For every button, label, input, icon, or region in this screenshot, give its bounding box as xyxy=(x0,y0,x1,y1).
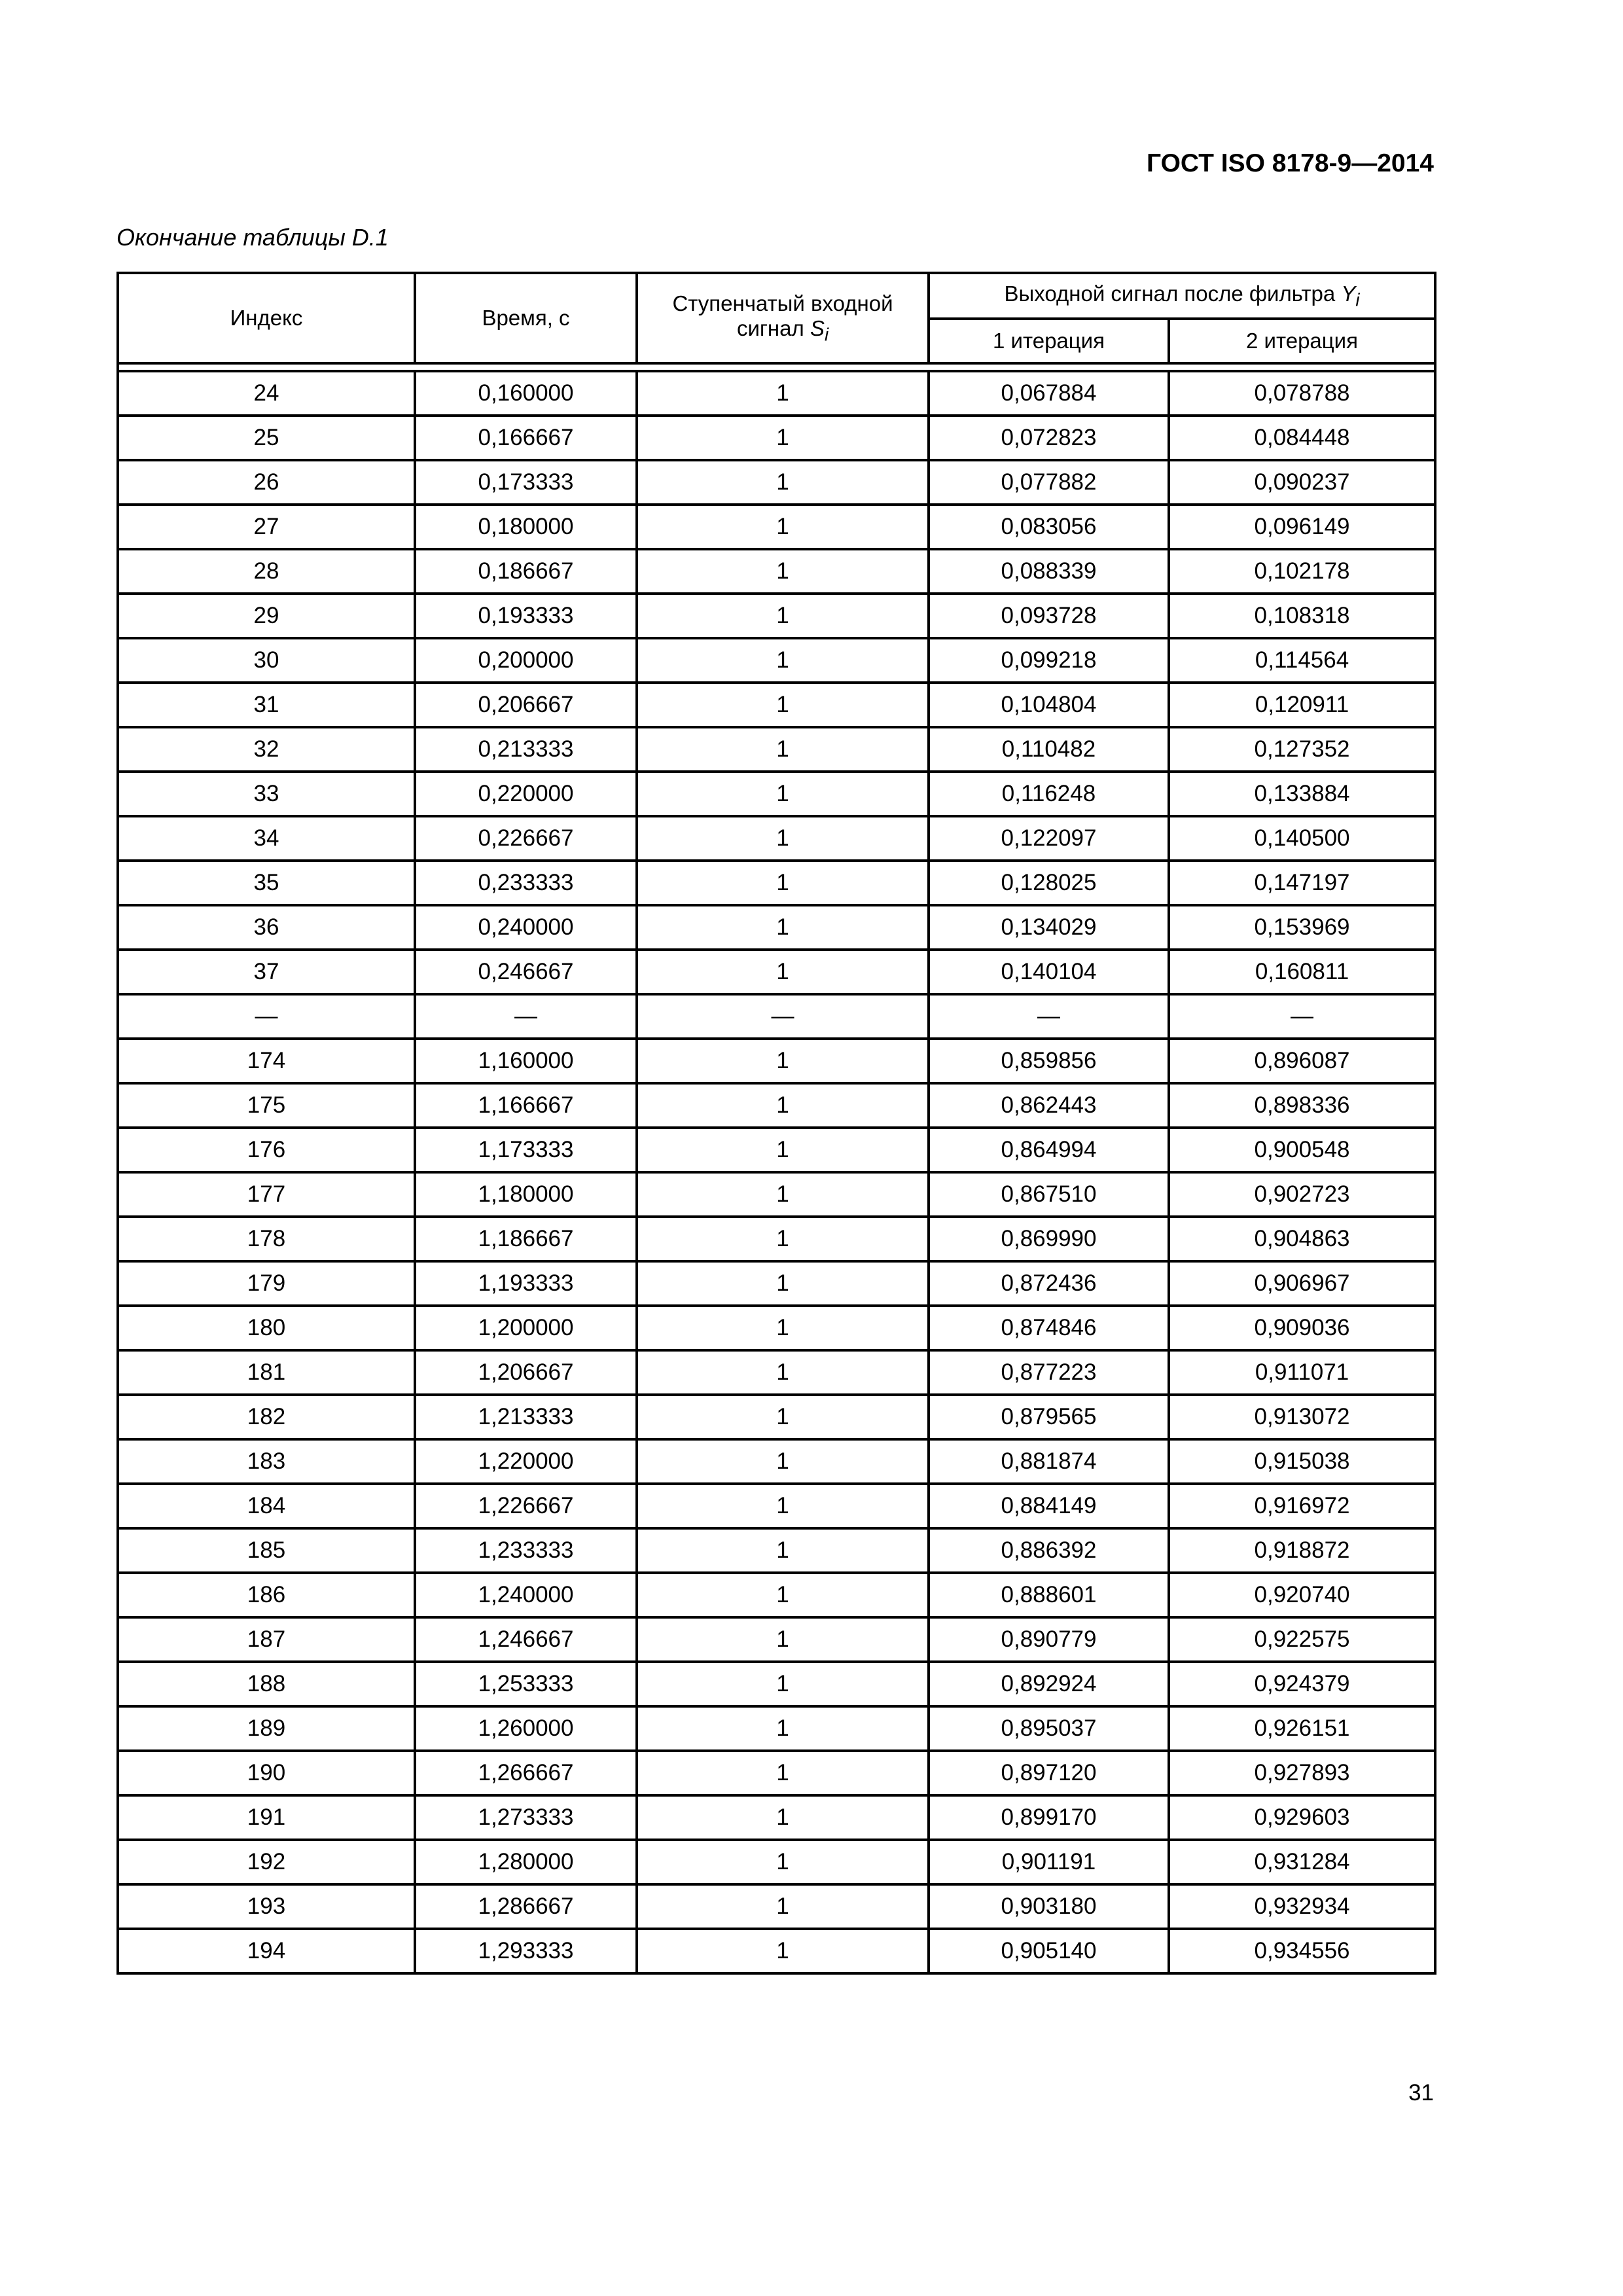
step-input-cell: 1 xyxy=(637,1083,929,1128)
iteration-2-cell: 0,147197 xyxy=(1169,861,1435,905)
table-row xyxy=(118,1573,1435,1617)
table-row xyxy=(118,371,1435,416)
table-row xyxy=(118,905,1435,950)
iteration-2-cell: 0,915038 xyxy=(1169,1439,1435,1484)
index-cell: 31 xyxy=(118,683,415,727)
step-input-cell: 1 xyxy=(637,1884,929,1929)
table-row xyxy=(118,594,1435,638)
time-cell: 0,186667 xyxy=(415,549,637,594)
iteration-1-cell: 0,879565 xyxy=(929,1395,1169,1439)
header-step-input-subscript: i xyxy=(824,324,829,345)
iteration-2-cell: 0,934556 xyxy=(1169,1929,1435,1973)
time-cell: 1,160000 xyxy=(415,1039,637,1083)
time-cell: 1,226667 xyxy=(415,1484,637,1528)
iteration-1-cell: 0,905140 xyxy=(929,1929,1169,1973)
iteration-1-cell: 0,859856 xyxy=(929,1039,1169,1083)
table-row xyxy=(118,1840,1435,1884)
time-cell: 1,180000 xyxy=(415,1172,637,1217)
time-cell: 0,233333 xyxy=(415,861,637,905)
header-iteration-1: 1 итерация xyxy=(929,319,1169,363)
document-code: ГОСТ ISO 8178-9—2014 xyxy=(1147,149,1434,177)
iteration-2-cell: 0,127352 xyxy=(1169,727,1435,772)
time-cell: 1,253333 xyxy=(415,1662,637,1706)
table-row xyxy=(118,1039,1435,1083)
step-input-cell: 1 xyxy=(637,1306,929,1350)
table-row xyxy=(118,1706,1435,1751)
step-input-cell: 1 xyxy=(637,861,929,905)
header-output-symbol: Y xyxy=(1341,281,1356,306)
table-row xyxy=(118,772,1435,816)
index-cell: 187 xyxy=(118,1617,415,1662)
iteration-1-cell: 0,083056 xyxy=(929,505,1169,549)
iteration-2-cell: 0,922575 xyxy=(1169,1617,1435,1662)
time-cell: 0,220000 xyxy=(415,772,637,816)
time-cell: 0,206667 xyxy=(415,683,637,727)
step-input-cell: 1 xyxy=(637,1795,929,1840)
table-row xyxy=(118,1528,1435,1573)
iteration-2-cell: 0,920740 xyxy=(1169,1573,1435,1617)
index-cell: 193 xyxy=(118,1884,415,1929)
index-cell: 175 xyxy=(118,1083,415,1128)
index-cell: 190 xyxy=(118,1751,415,1795)
step-input-cell: 1 xyxy=(637,371,929,416)
step-input-cell: 1 xyxy=(637,1484,929,1528)
iteration-1-cell: 0,862443 xyxy=(929,1083,1169,1128)
time-cell: 0,213333 xyxy=(415,727,637,772)
iteration-2-cell: 0,911071 xyxy=(1169,1350,1435,1395)
step-input-cell: 1 xyxy=(637,638,929,683)
iteration-1-cell: 0,877223 xyxy=(929,1350,1169,1395)
time-cell: 0,200000 xyxy=(415,638,637,683)
iteration-1-cell: 0,890779 xyxy=(929,1617,1169,1662)
table-row xyxy=(118,1795,1435,1840)
iteration-2-cell: 0,932934 xyxy=(1169,1884,1435,1929)
header-index: Индекс xyxy=(118,273,415,363)
step-input-cell: 1 xyxy=(637,1439,929,1484)
iteration-2-cell: 0,096149 xyxy=(1169,505,1435,549)
index-cell: 181 xyxy=(118,1350,415,1395)
step-input-cell: 1 xyxy=(637,1840,929,1884)
index-cell: 174 xyxy=(118,1039,415,1083)
iteration-1-cell: 0,888601 xyxy=(929,1573,1169,1617)
table-body xyxy=(118,371,1435,1973)
time-cell: 1,193333 xyxy=(415,1261,637,1306)
iteration-1-cell: 0,901191 xyxy=(929,1840,1169,1884)
table-row xyxy=(118,1662,1435,1706)
index-cell: 177 xyxy=(118,1172,415,1217)
step-input-cell: 1 xyxy=(637,727,929,772)
step-input-cell: 1 xyxy=(637,460,929,505)
index-cell: 34 xyxy=(118,816,415,861)
table-row xyxy=(118,1395,1435,1439)
index-cell: 24 xyxy=(118,371,415,416)
iteration-1-cell: 0,093728 xyxy=(929,594,1169,638)
iteration-1-cell: 0,899170 xyxy=(929,1795,1169,1840)
iteration-2-cell: 0,906967 xyxy=(1169,1261,1435,1306)
iteration-2-cell: — xyxy=(1169,994,1435,1039)
time-cell: 1,186667 xyxy=(415,1217,637,1261)
time-cell: 0,173333 xyxy=(415,460,637,505)
iteration-2-cell: 0,090237 xyxy=(1169,460,1435,505)
time-cell: 1,220000 xyxy=(415,1439,637,1484)
iteration-1-cell: — xyxy=(929,994,1169,1039)
table-row xyxy=(118,1350,1435,1395)
iteration-2-cell: 0,120911 xyxy=(1169,683,1435,727)
step-input-cell: 1 xyxy=(637,905,929,950)
iteration-1-cell: 0,864994 xyxy=(929,1128,1169,1172)
time-cell: 1,273333 xyxy=(415,1795,637,1840)
table-row xyxy=(118,460,1435,505)
step-input-cell: 1 xyxy=(637,416,929,460)
table-row xyxy=(118,861,1435,905)
iteration-2-cell: 0,918872 xyxy=(1169,1528,1435,1573)
iteration-1-cell: 0,897120 xyxy=(929,1751,1169,1795)
iteration-2-cell: 0,084448 xyxy=(1169,416,1435,460)
header-time: Время, с xyxy=(415,273,637,363)
time-cell: 0,180000 xyxy=(415,505,637,549)
index-cell: 33 xyxy=(118,772,415,816)
iteration-1-cell: 0,067884 xyxy=(929,371,1169,416)
index-cell: 179 xyxy=(118,1261,415,1306)
step-input-cell: 1 xyxy=(637,772,929,816)
step-input-cell: 1 xyxy=(637,1261,929,1306)
step-input-cell: 1 xyxy=(637,1573,929,1617)
header-step-input-symbol: S xyxy=(810,315,825,340)
iteration-1-cell: 0,104804 xyxy=(929,683,1169,727)
table-row xyxy=(118,816,1435,861)
iteration-1-cell: 0,099218 xyxy=(929,638,1169,683)
iteration-2-cell: 0,078788 xyxy=(1169,371,1435,416)
index-cell: 36 xyxy=(118,905,415,950)
step-input-cell: 1 xyxy=(637,1039,929,1083)
data-table xyxy=(116,272,1436,1975)
index-cell: 28 xyxy=(118,549,415,594)
iteration-2-cell: 0,114564 xyxy=(1169,638,1435,683)
iteration-2-cell: 0,926151 xyxy=(1169,1706,1435,1751)
table-row xyxy=(118,1083,1435,1128)
table-caption: Окончание таблицы D.1 xyxy=(116,224,389,251)
time-cell: 0,226667 xyxy=(415,816,637,861)
iteration-1-cell: 0,874846 xyxy=(929,1306,1169,1350)
step-input-cell: 1 xyxy=(637,816,929,861)
step-input-cell: 1 xyxy=(637,1751,929,1795)
iteration-1-cell: 0,072823 xyxy=(929,416,1169,460)
iteration-2-cell: 0,913072 xyxy=(1169,1395,1435,1439)
iteration-2-cell: 0,102178 xyxy=(1169,549,1435,594)
index-cell: 183 xyxy=(118,1439,415,1484)
iteration-1-cell: 0,884149 xyxy=(929,1484,1169,1528)
page-number: 31 xyxy=(1408,2080,1434,2106)
step-input-cell: 1 xyxy=(637,1528,929,1573)
iteration-2-cell: 0,160811 xyxy=(1169,950,1435,994)
table-row xyxy=(118,1128,1435,1172)
index-cell: 178 xyxy=(118,1217,415,1261)
table-row xyxy=(118,1484,1435,1528)
table-row xyxy=(118,1884,1435,1929)
table-row xyxy=(118,416,1435,460)
table-row xyxy=(118,638,1435,683)
step-input-cell: 1 xyxy=(637,950,929,994)
index-cell: 192 xyxy=(118,1840,415,1884)
step-input-cell: 1 xyxy=(637,1128,929,1172)
iteration-1-cell: 0,872436 xyxy=(929,1261,1169,1306)
time-cell: 1,200000 xyxy=(415,1306,637,1350)
iteration-1-cell: 0,110482 xyxy=(929,727,1169,772)
table-row xyxy=(118,683,1435,727)
time-cell: 1,286667 xyxy=(415,1884,637,1929)
time-cell: 1,213333 xyxy=(415,1395,637,1439)
index-cell: 184 xyxy=(118,1484,415,1528)
step-input-cell: 1 xyxy=(637,549,929,594)
iteration-2-cell: 0,931284 xyxy=(1169,1840,1435,1884)
time-cell: 1,166667 xyxy=(415,1083,637,1128)
table-row xyxy=(118,549,1435,594)
iteration-1-cell: 0,122097 xyxy=(929,816,1169,861)
header-step-input xyxy=(637,273,929,363)
index-cell: 188 xyxy=(118,1662,415,1706)
step-input-cell: 1 xyxy=(637,1172,929,1217)
index-cell: 185 xyxy=(118,1528,415,1573)
time-cell: 1,246667 xyxy=(415,1617,637,1662)
header-output-subscript: i xyxy=(1355,289,1360,310)
iteration-1-cell: 0,867510 xyxy=(929,1172,1169,1217)
step-input-cell: — xyxy=(637,994,929,1039)
table-row xyxy=(118,505,1435,549)
index-cell: 35 xyxy=(118,861,415,905)
table-row xyxy=(118,727,1435,772)
time-cell: 1,173333 xyxy=(415,1128,637,1172)
time-cell: 0,240000 xyxy=(415,905,637,950)
time-cell: — xyxy=(415,994,637,1039)
table-row xyxy=(118,1261,1435,1306)
time-cell: 1,233333 xyxy=(415,1528,637,1573)
time-cell: 0,160000 xyxy=(415,371,637,416)
step-input-cell: 1 xyxy=(637,683,929,727)
step-input-cell: 1 xyxy=(637,1929,929,1973)
iteration-1-cell: 0,895037 xyxy=(929,1706,1169,1751)
index-cell: 191 xyxy=(118,1795,415,1840)
iteration-1-cell: 0,088339 xyxy=(929,549,1169,594)
index-cell: 186 xyxy=(118,1573,415,1617)
iteration-2-cell: 0,896087 xyxy=(1169,1039,1435,1083)
iteration-2-cell: 0,153969 xyxy=(1169,905,1435,950)
iteration-1-cell: 0,140104 xyxy=(929,950,1169,994)
iteration-1-cell: 0,886392 xyxy=(929,1528,1169,1573)
iteration-2-cell: 0,898336 xyxy=(1169,1083,1435,1128)
iteration-2-cell: 0,924379 xyxy=(1169,1662,1435,1706)
index-cell: 27 xyxy=(118,505,415,549)
index-cell: 29 xyxy=(118,594,415,638)
iteration-2-cell: 0,927893 xyxy=(1169,1751,1435,1795)
table-row xyxy=(118,1617,1435,1662)
iteration-2-cell: 0,900548 xyxy=(1169,1128,1435,1172)
index-cell: 30 xyxy=(118,638,415,683)
time-cell: 1,260000 xyxy=(415,1706,637,1751)
time-cell: 0,246667 xyxy=(415,950,637,994)
step-input-cell: 1 xyxy=(637,1217,929,1261)
index-cell: 176 xyxy=(118,1128,415,1172)
table-row xyxy=(118,1172,1435,1217)
index-cell: 180 xyxy=(118,1306,415,1350)
time-cell: 0,166667 xyxy=(415,416,637,460)
index-cell: 25 xyxy=(118,416,415,460)
table-row xyxy=(118,1751,1435,1795)
header-output-signal xyxy=(929,273,1435,319)
iteration-2-cell: 0,108318 xyxy=(1169,594,1435,638)
table-row xyxy=(118,950,1435,994)
index-cell: 26 xyxy=(118,460,415,505)
iteration-2-cell: 0,140500 xyxy=(1169,816,1435,861)
header-iteration-2: 2 итерация xyxy=(1169,319,1435,363)
iteration-1-cell: 0,869990 xyxy=(929,1217,1169,1261)
time-cell: 0,193333 xyxy=(415,594,637,638)
iteration-2-cell: 0,902723 xyxy=(1169,1172,1435,1217)
iteration-1-cell: 0,116248 xyxy=(929,772,1169,816)
time-cell: 1,206667 xyxy=(415,1350,637,1395)
step-input-cell: 1 xyxy=(637,594,929,638)
iteration-1-cell: 0,903180 xyxy=(929,1884,1169,1929)
step-input-cell: 1 xyxy=(637,1617,929,1662)
iteration-2-cell: 0,916972 xyxy=(1169,1484,1435,1528)
iteration-1-cell: 0,892924 xyxy=(929,1662,1169,1706)
time-cell: 1,280000 xyxy=(415,1840,637,1884)
iteration-1-cell: 0,128025 xyxy=(929,861,1169,905)
iteration-1-cell: 0,134029 xyxy=(929,905,1169,950)
header-step-input-text: Ступенчатый входной сигнал xyxy=(672,291,893,340)
header-output-text: Выходной сигнал после фильтра xyxy=(1004,281,1342,306)
index-cell: — xyxy=(118,994,415,1039)
table-row xyxy=(118,1929,1435,1973)
iteration-1-cell: 0,077882 xyxy=(929,460,1169,505)
index-cell: 189 xyxy=(118,1706,415,1751)
iteration-2-cell: 0,904863 xyxy=(1169,1217,1435,1261)
iteration-2-cell: 0,929603 xyxy=(1169,1795,1435,1840)
index-cell: 194 xyxy=(118,1929,415,1973)
index-cell: 32 xyxy=(118,727,415,772)
table-row xyxy=(118,1439,1435,1484)
index-cell: 182 xyxy=(118,1395,415,1439)
step-input-cell: 1 xyxy=(637,505,929,549)
table-row xyxy=(118,1217,1435,1261)
iteration-1-cell: 0,881874 xyxy=(929,1439,1169,1484)
step-input-cell: 1 xyxy=(637,1350,929,1395)
time-cell: 1,266667 xyxy=(415,1751,637,1795)
index-cell: 37 xyxy=(118,950,415,994)
header-separator xyxy=(118,363,1435,371)
table-row xyxy=(118,994,1435,1039)
step-input-cell: 1 xyxy=(637,1706,929,1751)
table-row xyxy=(118,1306,1435,1350)
iteration-2-cell: 0,909036 xyxy=(1169,1306,1435,1350)
step-input-cell: 1 xyxy=(637,1395,929,1439)
step-input-cell: 1 xyxy=(637,1662,929,1706)
time-cell: 1,293333 xyxy=(415,1929,637,1973)
time-cell: 1,240000 xyxy=(415,1573,637,1617)
iteration-2-cell: 0,133884 xyxy=(1169,772,1435,816)
